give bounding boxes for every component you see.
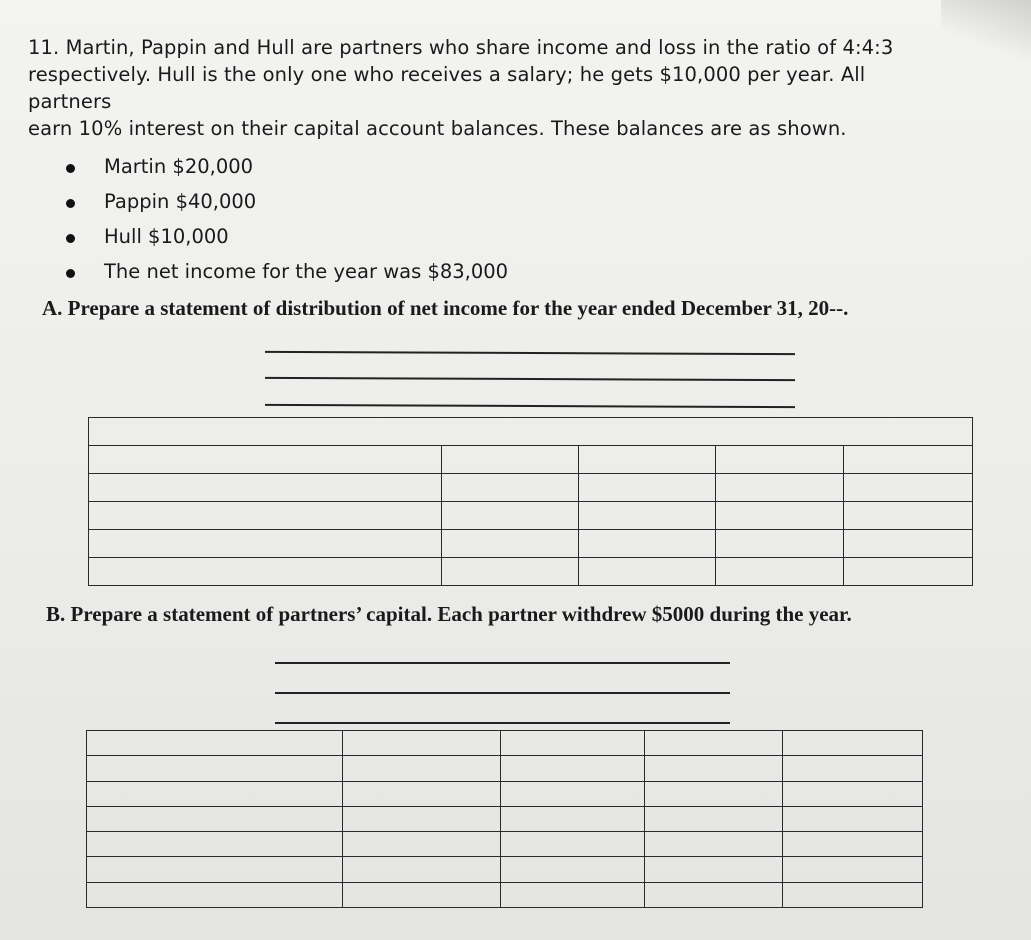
part-b-instruction: B. Prepare a statement of partners’ capital. Each partner withdrew $5000 during the year. xyxy=(46,602,852,626)
table-cell[interactable] xyxy=(716,530,844,558)
table-cell[interactable] xyxy=(844,502,973,530)
heading-blank-line-1 xyxy=(265,351,795,355)
table-cell[interactable] xyxy=(343,857,501,882)
table-cell[interactable] xyxy=(844,474,973,502)
list-item xyxy=(60,187,508,222)
table-cell[interactable] xyxy=(89,502,442,530)
table-cell[interactable] xyxy=(645,731,783,756)
part-a-instruction: A. Prepare a statement of distribution of net income for the year ended December 31, 20--. xyxy=(42,296,849,320)
table-cell[interactable] xyxy=(442,446,579,474)
bullet-icon xyxy=(66,164,75,173)
table-row xyxy=(87,882,923,907)
bullet-icon xyxy=(66,269,75,278)
table-cell[interactable] xyxy=(716,474,844,502)
question-text xyxy=(28,34,928,142)
table-cell[interactable] xyxy=(87,832,343,857)
table-cell[interactable] xyxy=(645,756,783,781)
table-cell[interactable] xyxy=(579,446,716,474)
table-row xyxy=(87,756,923,781)
table-cell[interactable] xyxy=(87,731,343,756)
table-cell[interactable] xyxy=(579,530,716,558)
table-cell[interactable] xyxy=(343,832,501,857)
table-row xyxy=(89,502,973,530)
table-row xyxy=(89,558,973,586)
list-item-text: Hull $10,000 xyxy=(104,225,229,248)
table-cell[interactable] xyxy=(87,756,343,781)
question-line-1: 11. Martin, Pappin and Hull are partners who share income and loss in the ratio of 4:4:3 xyxy=(28,36,894,59)
table-cell[interactable] xyxy=(645,832,783,857)
table-row xyxy=(87,781,923,806)
table-cell[interactable] xyxy=(716,446,844,474)
table-row xyxy=(87,857,923,882)
table-cell[interactable] xyxy=(343,756,501,781)
table-cell[interactable] xyxy=(645,806,783,831)
table-cell[interactable] xyxy=(501,832,645,857)
table-cell[interactable] xyxy=(87,781,343,806)
table-cell[interactable] xyxy=(343,731,501,756)
table-cell[interactable] xyxy=(783,731,923,756)
question-line-3: earn 10% interest on their capital account balances. These balances are as shown. xyxy=(28,117,847,140)
question-line-2: respectively. Hull is the only one who receives a salary; he gets $10,000 per year. All partners xyxy=(28,63,866,113)
list-item-text: Martin $20,000 xyxy=(104,155,254,178)
heading-blank-line-3 xyxy=(265,404,795,408)
table-cell[interactable] xyxy=(442,558,579,586)
table-cell[interactable] xyxy=(89,558,442,586)
table-row xyxy=(87,832,923,857)
table-cell[interactable] xyxy=(579,558,716,586)
table-cell[interactable] xyxy=(645,857,783,882)
table-cell[interactable] xyxy=(645,882,783,907)
table-cell[interactable] xyxy=(442,502,579,530)
table-cell[interactable] xyxy=(442,474,579,502)
bullet-icon xyxy=(66,234,75,243)
table-cell[interactable] xyxy=(343,806,501,831)
heading-blank-line-6 xyxy=(275,722,730,724)
list-item xyxy=(60,152,508,187)
table-cell[interactable] xyxy=(716,502,844,530)
table-cell[interactable] xyxy=(783,756,923,781)
table-cell[interactable] xyxy=(343,882,501,907)
heading-blank-line-4 xyxy=(275,662,730,664)
table-cell[interactable] xyxy=(783,857,923,882)
partners-capital-table xyxy=(86,730,923,908)
table-cell[interactable] xyxy=(87,857,343,882)
table-cell[interactable] xyxy=(844,446,973,474)
list-item-text: Pappin $40,000 xyxy=(104,190,257,213)
table-row xyxy=(89,418,973,446)
table-cell[interactable] xyxy=(501,756,645,781)
heading-blank-line-5 xyxy=(275,692,730,694)
table-cell[interactable] xyxy=(645,781,783,806)
table-cell[interactable] xyxy=(343,781,501,806)
table-cell[interactable] xyxy=(89,474,442,502)
table-cell[interactable] xyxy=(501,806,645,831)
bullet-icon xyxy=(66,199,75,208)
table-cell[interactable] xyxy=(579,474,716,502)
table-cell[interactable] xyxy=(87,806,343,831)
table-row xyxy=(87,806,923,831)
table-cell[interactable] xyxy=(716,558,844,586)
list-item-text: The net income for the year was $83,000 xyxy=(104,260,509,283)
table-cell[interactable] xyxy=(844,558,973,586)
table-cell[interactable] xyxy=(89,446,442,474)
table-cell[interactable] xyxy=(844,530,973,558)
list-item xyxy=(60,222,508,257)
heading-blank-line-2 xyxy=(265,377,795,381)
table-cell[interactable] xyxy=(783,882,923,907)
table-cell[interactable] xyxy=(89,530,442,558)
table-row xyxy=(89,474,973,502)
table-cell[interactable] xyxy=(501,882,645,907)
table-cell[interactable] xyxy=(501,781,645,806)
table-cell[interactable] xyxy=(579,502,716,530)
given-data-list xyxy=(60,152,508,292)
table-cell[interactable] xyxy=(783,806,923,831)
table-cell[interactable] xyxy=(783,832,923,857)
distribution-table xyxy=(88,417,973,586)
table-cell[interactable] xyxy=(501,731,645,756)
table-cell[interactable] xyxy=(89,418,973,446)
table-row xyxy=(89,446,973,474)
table-cell[interactable] xyxy=(442,530,579,558)
page-corner-shadow xyxy=(941,0,1031,60)
table-row xyxy=(89,530,973,558)
table-cell[interactable] xyxy=(87,882,343,907)
table-cell[interactable] xyxy=(501,857,645,882)
list-item xyxy=(60,257,508,292)
table-row xyxy=(87,731,923,756)
table-cell[interactable] xyxy=(783,781,923,806)
